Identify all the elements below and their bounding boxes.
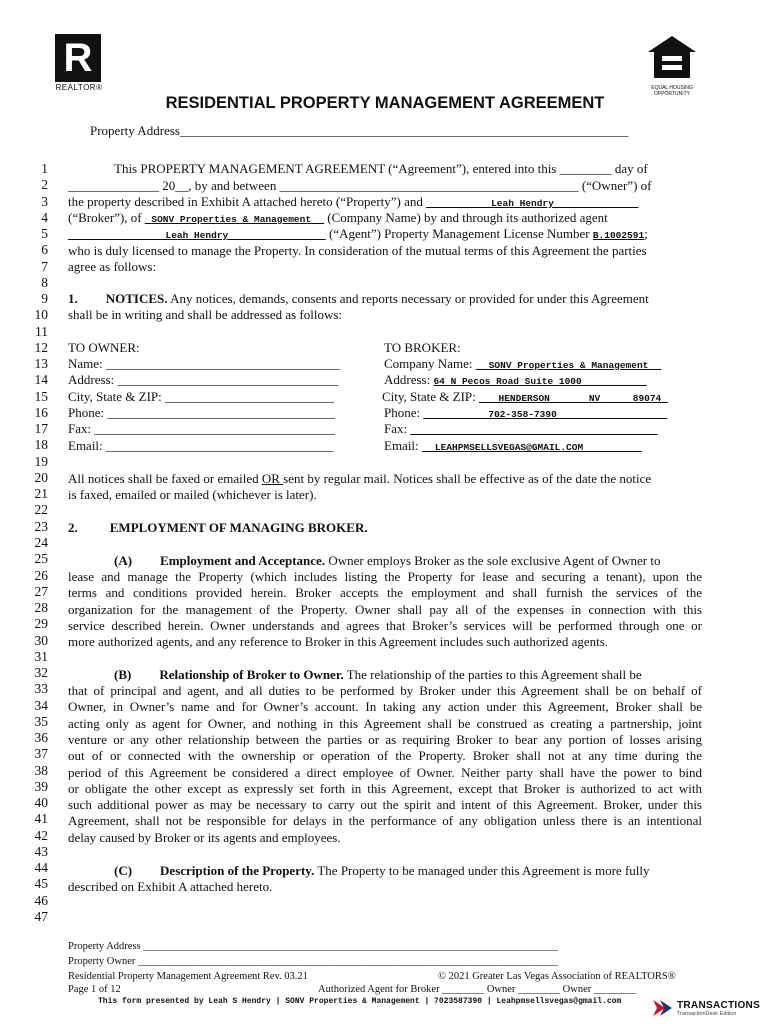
broker-address-label: Address: <box>384 372 434 387</box>
line-number: 21 <box>34 486 48 502</box>
employment-b-line-37: out of or connected with the ownership or operation of the Property. Broker shall not at any time during the <box>68 748 702 763</box>
broker-email-value: LEAHPMSELLSVEGAS@GMAIL.COM <box>434 442 584 453</box>
notices-text: All notices shall be faxed or emailed <box>68 471 262 486</box>
line-number: 11 <box>35 323 48 339</box>
intro-text: ; <box>644 226 648 241</box>
broker-phone-label: Phone: <box>384 405 424 420</box>
line-number: 30 <box>34 632 48 648</box>
line-number: 1 <box>41 161 48 176</box>
intro-line-5 <box>68 226 702 244</box>
employment-c-line-45: described on Exhibit A attached hereto. <box>68 879 273 894</box>
broker-zip-value: 89074 <box>632 393 662 404</box>
notices-text: Any notices, demands, consents and reports necessary or provided for under this Agreement <box>167 291 649 306</box>
owner-name-field[interactable]: Name: ____________________________________ <box>68 356 340 371</box>
employment-a-line-29: service described herein. Owner understands and agrees that Broker’s services will be performed through one or <box>68 618 702 633</box>
agent-name-value: Leah Hendry <box>165 230 229 241</box>
broker-company-field[interactable]: __SONV Properties & Management__ <box>475 356 662 371</box>
owner-address-field[interactable]: Address: __________________________________ <box>68 372 339 387</box>
line-number: 35 <box>34 713 48 729</box>
line-number: 14 <box>34 372 48 388</box>
employment-b-line-39: or obligate the other except as expressly set forth in this Agreement, except that Broker is authorized to act with <box>68 781 702 796</box>
employment-b-line-32 <box>114 667 702 683</box>
company-name-value: SONV Properties & Management <box>151 214 312 225</box>
line-number: 25 <box>34 551 48 567</box>
line-number: 2 <box>41 177 48 193</box>
line-number: 8 <box>41 274 48 290</box>
realtor-r-icon: R <box>55 34 101 82</box>
footer-property-address-field[interactable]: Property Address _______________________________________________________________________________ <box>68 941 558 952</box>
owner-heading: TO OWNER: <box>68 340 140 355</box>
employment-a-line-25 <box>114 553 702 569</box>
intro-text: (“Agent”) Property Management License Number <box>328 226 593 241</box>
employment-b-line-40: such additional power as may be necessary to carry out the spirit and intent of this Agreement. Broker, under this <box>68 797 702 812</box>
section-number: 1. <box>68 291 78 306</box>
line-number: 32 <box>34 665 48 681</box>
line-number: 45 <box>34 876 48 892</box>
realtor-logo <box>55 34 103 94</box>
broker-fax-row <box>384 421 702 437</box>
subsection-label: (A) <box>114 553 133 568</box>
footer-initials-fields[interactable]: Authorized Agent for Broker ________ Owner ________ Owner ________ <box>318 984 636 995</box>
broker-city-value: HENDERSON <box>498 393 550 404</box>
line-number: 42 <box>34 827 48 843</box>
employment-b-line-35: acting only as agent for Owner, and nothing in this Agreement shall be construed as creating a partnership, joint <box>68 716 702 731</box>
or-emphasis: OR <box>261 471 284 486</box>
broker-address-value: 64 N Pecos Road Suite 1000 <box>433 376 582 387</box>
owner-email-field[interactable]: Email: ___________________________________ <box>68 438 334 453</box>
realtor-label: REALTOR® <box>55 83 103 92</box>
footer-form-revision: Residential Property Management Agreement Rev. 03.21 <box>68 971 308 982</box>
intro-line-7: agree as follows: <box>68 259 157 274</box>
employment-a-line-28: organization for the management of the Property. Owner shall pay all of the expenses in connection with this <box>68 602 702 617</box>
line-number: 13 <box>34 356 48 372</box>
subsection-label: (C) <box>114 863 133 878</box>
line-number: 41 <box>34 811 48 827</box>
document-title: RESIDENTIAL PROPERTY MANAGEMENT AGREEMENT <box>165 94 605 112</box>
notices-line-10: shall be in writing and shall be addressed as follows: <box>68 307 343 322</box>
transactions-brand: TRANSACTIONS <box>677 1000 761 1011</box>
line-number: 27 <box>34 583 48 599</box>
notices-text: sent by regular mail. Notices shall be effective as of the date the notice <box>283 471 652 486</box>
line-number: 12 <box>34 339 48 355</box>
line-number: 38 <box>34 762 48 778</box>
line-number: 17 <box>34 421 48 437</box>
intro-line-1: This PROPERTY MANAGEMENT AGREEMENT (“Agreement”), entered into this ________ day of <box>114 161 648 176</box>
broker-phone-field[interactable]: __________702-358-7390_________________ <box>423 405 668 420</box>
line-number: 28 <box>34 600 48 616</box>
line-number: 24 <box>34 534 48 550</box>
broker-company-value: SONV Properties & Management <box>488 360 649 371</box>
line-number: 16 <box>34 404 48 420</box>
line-number: 18 <box>34 437 48 453</box>
section-number: 2. <box>68 520 78 535</box>
line-number: 4 <box>41 209 48 225</box>
employment-b-line-33: that of principal and agent, and all duties to be performed by Broker under this Agreement shall be on behalf of <box>68 683 702 698</box>
intro-text: (Company Name) by and through its authorized agent <box>324 210 608 225</box>
line-number: 22 <box>34 502 48 518</box>
intro-line-2: ______________ 20__, by and between ______________________________________________ (“Owner”) of <box>68 178 652 193</box>
line-number: 7 <box>41 258 48 274</box>
owner-city-field[interactable]: City, State & ZIP: __________________________ <box>68 389 335 404</box>
broker-city-label: City, State & ZIP: <box>382 389 480 404</box>
line-number: 43 <box>34 843 48 859</box>
agent-name-field[interactable]: _______________Leah Hendry_______________ <box>68 226 326 241</box>
intro-text: (“Broker”), of <box>68 210 145 225</box>
line-number: 47 <box>34 908 48 924</box>
employment-text: The relationship of the parties to this Agreement shall be <box>343 667 642 682</box>
employment-c-line-44 <box>114 863 702 879</box>
line-number: 19 <box>34 453 48 469</box>
employment-text: The Property to be managed under this Agreement is more fully <box>314 863 650 878</box>
line-number: 29 <box>34 616 48 632</box>
line-number: 33 <box>34 681 48 697</box>
employment-b-line-36: venture or any other relationship between the parties or as requiring Broker to bear any portion of losses arising <box>68 732 702 747</box>
broker-phone-value: 702-358-7390 <box>488 409 557 420</box>
broker-city-field[interactable]: ___HENDERSON______NV_____89074_ <box>479 389 668 404</box>
property-address-field[interactable]: Property Address_____________________________________________________________________ <box>90 123 629 138</box>
line-number: 46 <box>34 892 48 908</box>
intro-line-6: who is duly licensed to manage the Property. In consideration of the mutual terms of this Agreement the parties <box>68 243 647 258</box>
broker-company-label: Company Name: <box>384 356 476 371</box>
broker-fax-label: Fax: <box>384 421 411 436</box>
line-number: 34 <box>34 697 48 713</box>
notices-line-9 <box>68 291 702 307</box>
line-number: 6 <box>41 242 48 258</box>
broker-email-label: Email: <box>384 438 422 453</box>
company-name-field[interactable]: _SONV Properties & Management__ <box>144 210 325 225</box>
subsection-heading: Employment and Acceptance. <box>160 553 326 568</box>
footer-property-owner-field[interactable]: Property Owner ________________________________________________________________________________ <box>68 956 558 967</box>
owner-phone-field[interactable]: Phone: ___________________________________ <box>68 405 335 420</box>
line-number: 44 <box>34 860 48 876</box>
broker-heading: TO BROKER: <box>384 340 461 355</box>
line-number: 20 <box>34 469 48 485</box>
transactions-arrow-icon <box>653 1000 673 1016</box>
broker-state-value: NV <box>588 393 601 404</box>
line-number: 39 <box>34 778 48 794</box>
broker-address-field[interactable]: 64 N Pecos Road Suite 1000__________ <box>433 372 647 387</box>
line-number: 37 <box>34 746 48 762</box>
line-number: 3 <box>41 193 48 209</box>
employment-a-line-30: more authorized agents, and any reference to Broker in this Agreement includes such authorized agents. <box>68 634 609 649</box>
section-heading: EMPLOYMENT OF MANAGING BROKER. <box>109 520 368 535</box>
subsection-label: (B) <box>114 667 132 682</box>
broker-name-field[interactable]: __________Leah Hendry_____________ <box>426 194 639 209</box>
line-number: 36 <box>34 730 48 746</box>
equal-housing-icon <box>646 34 698 80</box>
broker-fax-field[interactable]: ______________________________________ <box>410 421 658 436</box>
line-number: 31 <box>34 648 48 664</box>
subsection-heading: Description of the Property. <box>160 863 315 878</box>
broker-email-field[interactable]: __LEAHPMSELLSVEGAS@GMAIL.COM_________ <box>421 438 642 453</box>
notices-line-21: is faxed, emailed or mailed (whichever is later). <box>68 487 317 502</box>
line-number: 9 <box>41 291 48 307</box>
employment-heading-row <box>68 520 702 536</box>
line-number: 5 <box>41 226 48 242</box>
notices-line-20 <box>68 471 702 487</box>
footer-copyright: © 2021 Greater Las Vegas Association of REALTORS® <box>438 971 676 982</box>
license-number-field[interactable]: B.1002591 <box>592 230 645 241</box>
subsection-heading: Relationship of Broker to Owner. <box>159 667 344 682</box>
line-number: 26 <box>34 567 48 583</box>
owner-fax-field[interactable]: Fax: _____________________________________ <box>68 421 335 436</box>
line-number: 40 <box>34 795 48 811</box>
intro-text: the property described in Exhibit A attached hereto (“Property”) and <box>68 194 427 209</box>
broker-address-row <box>384 372 702 390</box>
equal-housing-logo <box>646 34 698 97</box>
line-number: 15 <box>34 388 48 404</box>
line-number: 10 <box>34 307 48 323</box>
section-heading: NOTICES. <box>105 291 168 306</box>
employment-text: Owner employs Broker as the sole exclusive Agent of Owner to <box>325 553 661 568</box>
employment-b-line-42: delay caused by Broker or its agents and employees. <box>68 830 341 845</box>
transactions-logo <box>653 998 761 1020</box>
broker-email-row <box>384 438 702 456</box>
broker-name-value: Leah Hendry <box>491 198 554 209</box>
employment-a-line-27: terms and conditions provided herein. Broker accepts the employment and shall furnish the services of the <box>68 585 702 600</box>
footer-page-number: Page 1 of 12 <box>68 984 121 995</box>
employment-a-line-26: lease and manage the Property (which includes listing the Property for lease and securing a tenant), upon the <box>68 569 702 584</box>
employment-b-line-34: Owner, in Owner’s name and for Owner’s account. In taking any action under this Agreement, Broker shall be <box>68 699 702 714</box>
employment-b-line-38: period of this Agreement be considered a direct employee of Owner. Neither party shall have the power to bind <box>68 765 702 780</box>
presented-by-line: This form presented by Leah S Hendry | SONV Properties & Management | 7023587390 | Leahpmsellsvegas@gmail.com <box>98 997 622 1006</box>
underline: _____________ <box>553 194 639 209</box>
line-number: 23 <box>34 518 48 534</box>
equal-housing-label: EQUAL HOUSING OPPORTUNITY <box>651 85 693 97</box>
transactions-subtitle: TransactionDesk Edition <box>677 1011 737 1017</box>
employment-b-line-41: Agreement, shall not be responsible for delays in the performance of any obligation unless there is an intentional <box>68 813 702 828</box>
